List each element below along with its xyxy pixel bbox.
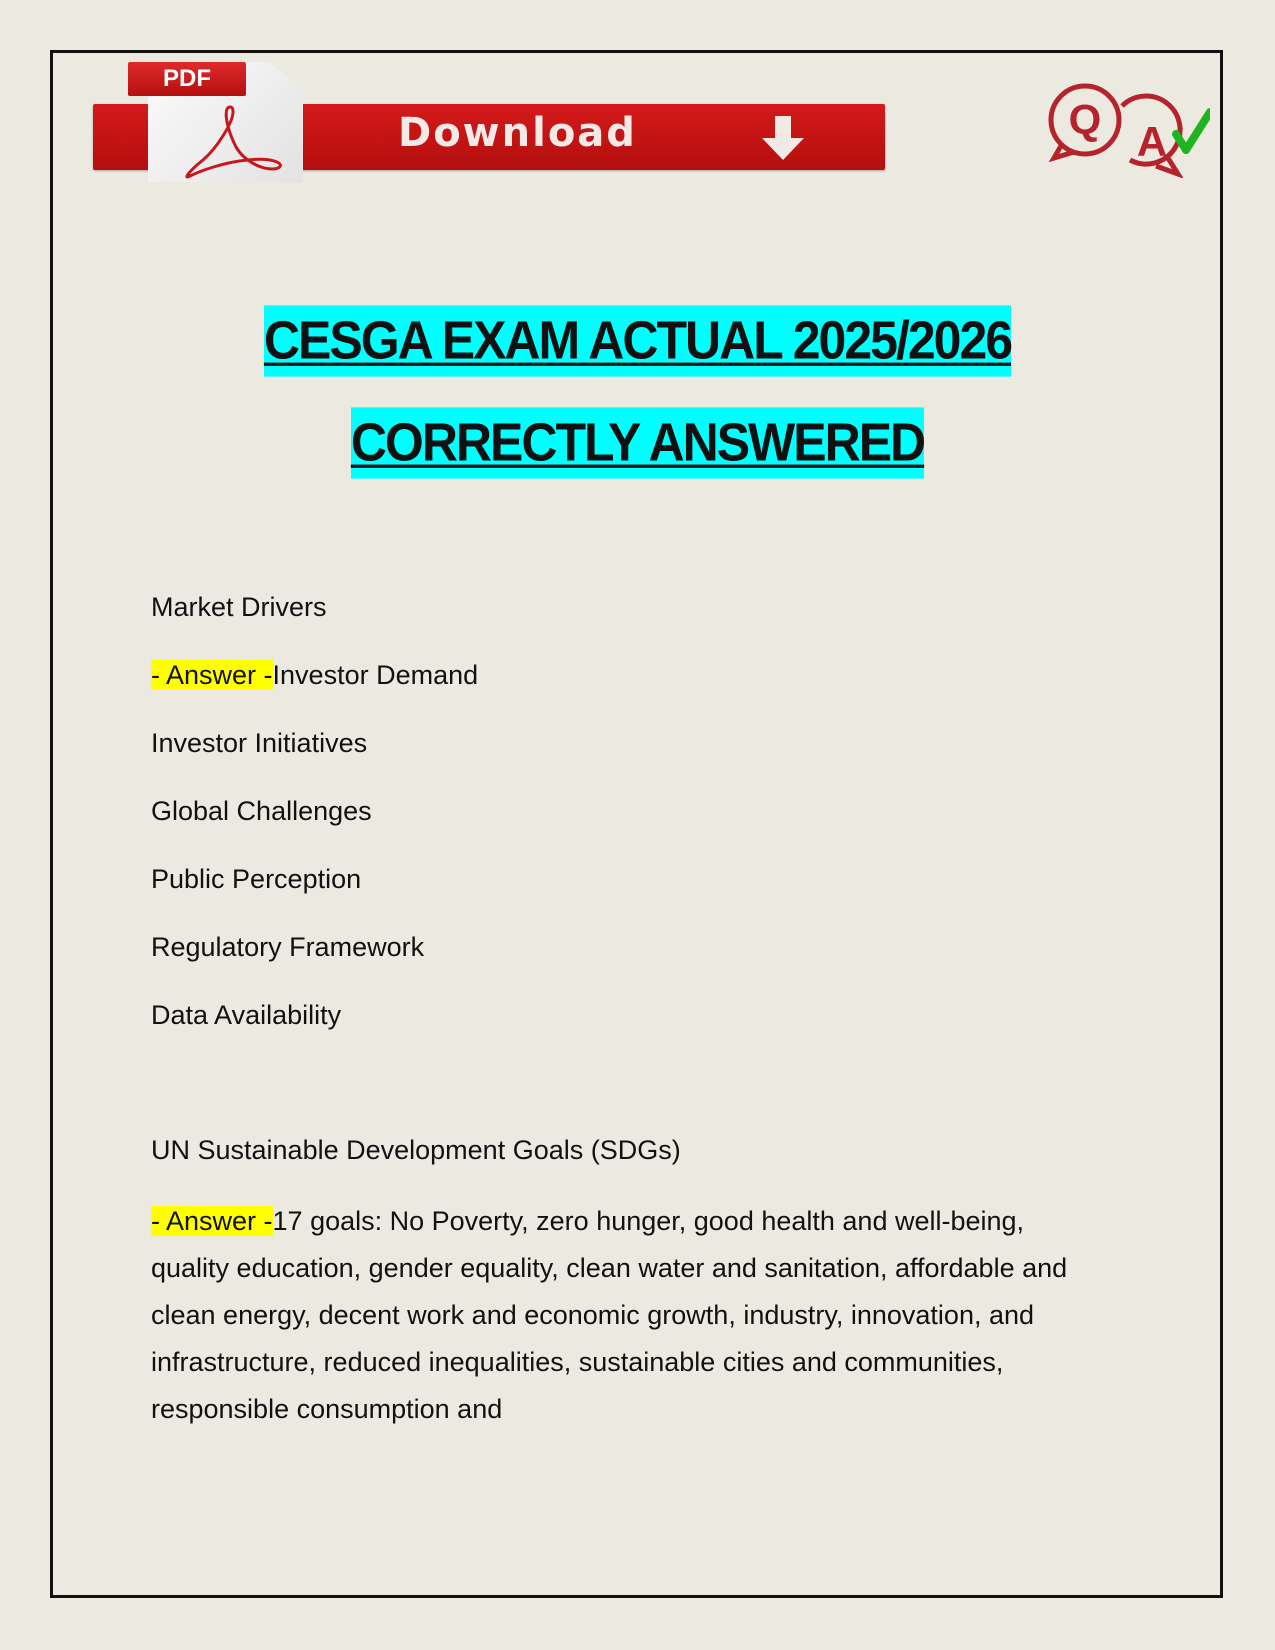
- answer-text: 17 goals: No Poverty, zero hunger, good health and well-being, quality education, gender equality, clean water and sanitation, affordable and clean energy, decent work and economic growth, industry, innovation, and infrastructure, reduced inequalities, sustainable cities and communities, responsible consumption and: [151, 1206, 1068, 1424]
- question-text: Market Drivers: [151, 592, 327, 622]
- answer-line: Public Perception: [151, 864, 362, 894]
- question-text: UN Sustainable Development Goals (SDGs): [151, 1135, 681, 1165]
- answer-highlight-label: - Answer -: [151, 1206, 273, 1236]
- svg-text:Q: Q: [1068, 96, 1102, 143]
- acrobat-logo-icon: [178, 102, 288, 182]
- pdf-download-banner[interactable]: [93, 62, 885, 182]
- answer-line: Global Challenges: [151, 796, 372, 826]
- document-title-line-1: CESGA EXAM ACTUAL 2025/2026: [264, 305, 1011, 376]
- document-title-line-2: CORRECTLY ANSWERED: [351, 407, 924, 478]
- answer-highlight-label: - Answer -: [151, 660, 273, 690]
- answer-line: [151, 660, 478, 691]
- answer-line: Regulatory Framework: [151, 932, 425, 962]
- qa-checkmark-logo-icon: [1040, 78, 1210, 178]
- title-line-2-wrap: [0, 410, 1275, 476]
- download-label: Download: [398, 110, 637, 156]
- title-line-1-wrap: [0, 308, 1275, 374]
- pdf-tab-label: PDF: [128, 62, 246, 96]
- answer-line: Investor Initiatives: [151, 728, 368, 758]
- answer-paragraph: [151, 1198, 1091, 1433]
- svg-text:A: A: [1136, 118, 1168, 165]
- download-arrow-icon: [758, 114, 808, 164]
- answer-text: Investor Demand: [272, 660, 479, 690]
- answer-line: Data Availability: [151, 1000, 342, 1030]
